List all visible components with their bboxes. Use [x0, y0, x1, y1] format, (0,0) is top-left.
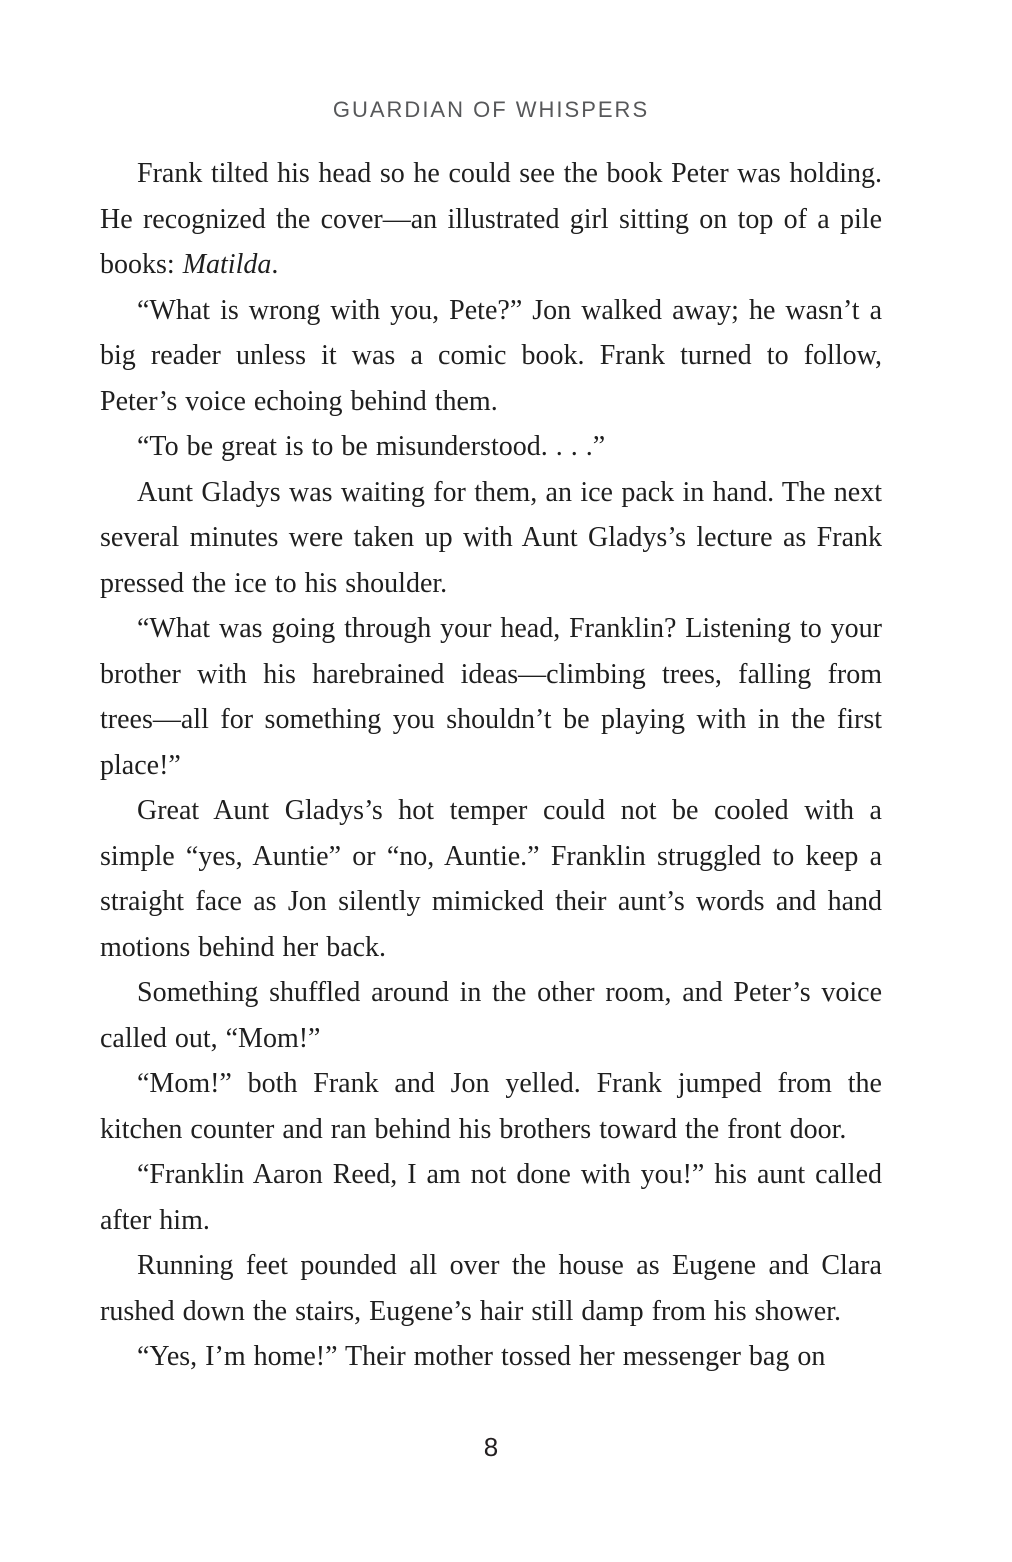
text-run: Frank tilted his head so he could see the book Peter was holding. He recognized the cover—an illustrated girl sitting on top of a pile books:: [100, 158, 882, 280]
book-title-italic: Matilda: [182, 249, 272, 280]
paragraph: [100, 151, 882, 288]
text-run: “What is wrong with you, Pete?” Jon walked away; he wasn’t a big reader unless it was a comic book. Frank turned to follow, Peter’s voice echoing behind them.: [100, 294, 882, 417]
paragraph: [100, 1243, 882, 1334]
text-run: .: [271, 249, 279, 280]
text-run: “Franklin Aaron Reed, I am not done with you!” his aunt called after him.: [100, 1159, 882, 1236]
text-run: “Yes, I’m home!” Their mother tossed her messenger bag on: [137, 1341, 826, 1372]
paragraph: [100, 288, 882, 425]
text-run: Great Aunt Gladys’s hot temper could not be cooled with a simple “yes, Auntie” or “no, Auntie.” Franklin struggled to keep a straight face as Jon silently mimicked their aunt’s words and hand motions behind her back.: [100, 795, 882, 963]
text-run: “Mom!” both Frank and Jon yelled. Frank jumped from the kitchen counter and ran behind his brothers toward the front door.: [100, 1068, 882, 1145]
paragraph: [100, 470, 882, 607]
text-run: Running feet pounded all over the house as Eugene and Clara rushed down the stairs, Eugene’s hair still damp from his shower.: [100, 1250, 882, 1327]
running-header: GUARDIAN OF WHISPERS: [332, 97, 650, 122]
paragraph: [100, 606, 882, 788]
text-run: Something shuffled around in the other room, and Peter’s voice called out, “Mom!”: [100, 977, 882, 1054]
body-text: [100, 151, 882, 1380]
paragraph: [100, 788, 882, 970]
text-run: “To be great is to be misunderstood. . . .”: [137, 431, 606, 462]
paragraph: [100, 970, 882, 1061]
paragraph: [100, 1061, 882, 1152]
page-number: 8: [483, 1432, 499, 1462]
text-run: “What was going through your head, Franklin? Listening to your brother with his harebrained ideas—climbing trees, falling from trees—all for something you shouldn’t be playing with in the first place!”: [100, 613, 882, 781]
paragraph: [100, 424, 882, 470]
paragraph: [100, 1152, 882, 1243]
paragraph: [100, 1334, 882, 1380]
text-run: Aunt Gladys was waiting for them, an ice pack in hand. The next several minutes were taken up with Aunt Gladys’s lecture as Frank pressed the ice to his shoulder.: [100, 476, 882, 599]
